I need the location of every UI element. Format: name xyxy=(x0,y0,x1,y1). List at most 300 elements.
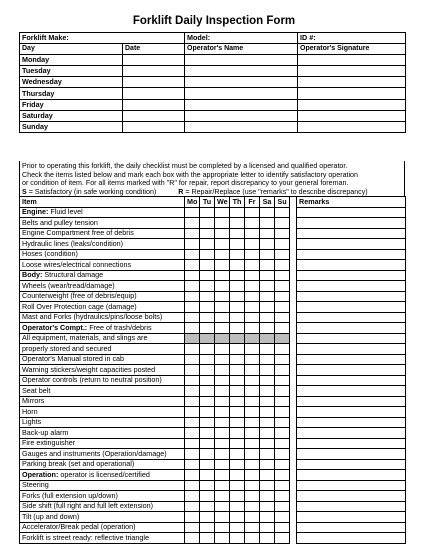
check-box-tu[interactable] xyxy=(200,354,215,365)
operator-name-cell[interactable] xyxy=(185,66,298,77)
check-box-sa[interactable] xyxy=(260,417,275,428)
operator-name-cell[interactable] xyxy=(185,88,298,99)
check-box-mo[interactable] xyxy=(185,533,200,544)
check-box-su[interactable] xyxy=(275,491,290,502)
check-box-fr[interactable] xyxy=(245,407,260,418)
check-box-mo[interactable] xyxy=(185,260,200,271)
checklist-item xyxy=(20,228,185,239)
check-box-fr[interactable] xyxy=(245,344,260,355)
check-box-tu[interactable] xyxy=(200,218,215,229)
remarks-cell[interactable] xyxy=(297,291,406,302)
check-box-mo[interactable] xyxy=(185,407,200,418)
check-box-tu[interactable] xyxy=(200,512,215,523)
check-box-we[interactable] xyxy=(215,449,230,460)
checklist-row xyxy=(20,501,406,512)
check-box-tu[interactable] xyxy=(200,501,215,512)
check-box-su[interactable] xyxy=(275,218,290,229)
check-box-su[interactable] xyxy=(275,207,290,218)
check-box-fr[interactable] xyxy=(245,491,260,502)
checklist-item xyxy=(20,459,185,470)
check-box-th[interactable] xyxy=(230,354,245,365)
check-box-fr[interactable] xyxy=(245,354,260,365)
check-box-fr[interactable] xyxy=(245,417,260,428)
remarks-cell[interactable] xyxy=(297,375,406,386)
check-box-tu[interactable] xyxy=(200,428,215,439)
column-gap xyxy=(290,249,297,260)
check-box-th[interactable] xyxy=(230,522,245,533)
check-box-sa[interactable] xyxy=(260,438,275,449)
operator-signature-header: Operator's Signature xyxy=(298,44,406,55)
check-box-we[interactable] xyxy=(215,302,230,313)
check-box-su[interactable] xyxy=(275,302,290,313)
check-box-mo[interactable] xyxy=(185,375,200,386)
check-box-su[interactable] xyxy=(275,239,290,250)
remarks-cell[interactable] xyxy=(297,249,406,260)
remarks-cell[interactable] xyxy=(297,396,406,407)
check-box-th[interactable] xyxy=(230,270,245,281)
check-box-th[interactable] xyxy=(230,512,245,523)
check-box-tu[interactable] xyxy=(200,522,215,533)
check-box-fr[interactable] xyxy=(245,291,260,302)
check-box-mo[interactable] xyxy=(185,428,200,439)
section-heading: Body: xyxy=(22,270,43,280)
check-box-we[interactable] xyxy=(215,239,230,250)
check-box-tu[interactable] xyxy=(200,270,215,281)
date-cell[interactable] xyxy=(123,88,185,99)
check-box-we[interactable] xyxy=(215,375,230,386)
check-box-tu[interactable] xyxy=(200,239,215,250)
check-box-we[interactable] xyxy=(215,522,230,533)
check-box-we[interactable] xyxy=(215,270,230,281)
check-box-th[interactable] xyxy=(230,470,245,481)
check-box-fr[interactable] xyxy=(245,533,260,544)
checklist-item xyxy=(20,501,185,512)
check-box-we[interactable] xyxy=(215,407,230,418)
check-box-sa[interactable] xyxy=(260,302,275,313)
form-title: Forklift Daily Inspection Form xyxy=(132,15,296,27)
check-box-th[interactable] xyxy=(230,428,245,439)
operator-name-cell[interactable] xyxy=(185,55,298,66)
remarks-cell[interactable] xyxy=(297,270,406,281)
operator-name-cell[interactable] xyxy=(185,110,298,121)
check-box-th[interactable] xyxy=(230,459,245,470)
check-box-fr[interactable] xyxy=(245,312,260,323)
check-box-we[interactable] xyxy=(215,501,230,512)
check-box-fr[interactable] xyxy=(245,239,260,250)
check-box-th[interactable] xyxy=(230,533,245,544)
check-box-th[interactable] xyxy=(230,228,245,239)
check-box-su[interactable] xyxy=(275,512,290,523)
check-box-we[interactable] xyxy=(215,249,230,260)
check-box-mo[interactable] xyxy=(185,281,200,292)
check-box-mo[interactable] xyxy=(185,417,200,428)
check-box-fr[interactable] xyxy=(245,459,260,470)
check-box-mo[interactable] xyxy=(185,312,200,323)
check-box-mo[interactable] xyxy=(185,470,200,481)
check-box-mo[interactable] xyxy=(185,228,200,239)
check-box-sa[interactable] xyxy=(260,312,275,323)
check-box-we[interactable] xyxy=(215,344,230,355)
check-box-sa[interactable] xyxy=(260,533,275,544)
check-box-we[interactable] xyxy=(215,354,230,365)
operator-signature-cell[interactable] xyxy=(298,99,406,110)
remarks-cell[interactable] xyxy=(297,333,406,344)
check-box-we[interactable] xyxy=(215,480,230,491)
check-box-su[interactable] xyxy=(275,323,290,334)
checklist-row xyxy=(20,428,406,439)
remarks-cell[interactable] xyxy=(297,491,406,502)
check-box-su[interactable] xyxy=(275,365,290,376)
check-box-tu[interactable] xyxy=(200,438,215,449)
operator-name-cell[interactable] xyxy=(185,77,298,88)
check-box-we[interactable] xyxy=(215,291,230,302)
check-box-th[interactable] xyxy=(230,501,245,512)
check-box-su[interactable] xyxy=(275,228,290,239)
remarks-cell[interactable] xyxy=(297,207,406,218)
check-box-mo[interactable] xyxy=(185,480,200,491)
check-box-mo[interactable] xyxy=(185,449,200,460)
check-box-mo[interactable] xyxy=(185,323,200,334)
check-box-mo[interactable] xyxy=(185,501,200,512)
check-box-su[interactable] xyxy=(275,470,290,481)
check-box-mo[interactable] xyxy=(185,365,200,376)
check-box-mo[interactable] xyxy=(185,459,200,470)
checklist-row xyxy=(20,533,406,544)
check-box-we[interactable] xyxy=(215,312,230,323)
check-box-we[interactable] xyxy=(215,281,230,292)
check-box-we[interactable] xyxy=(215,417,230,428)
check-box-tu[interactable] xyxy=(200,375,215,386)
date-cell[interactable] xyxy=(123,77,185,88)
check-box-th[interactable] xyxy=(230,207,245,218)
remarks-cell[interactable] xyxy=(297,281,406,292)
check-box-sa[interactable] xyxy=(260,218,275,229)
check-box-tu[interactable] xyxy=(200,386,215,397)
check-box-sa[interactable] xyxy=(260,449,275,460)
remarks-cell[interactable] xyxy=(297,218,406,229)
check-box-sa[interactable] xyxy=(260,344,275,355)
check-box-th[interactable] xyxy=(230,449,245,460)
remarks-cell[interactable] xyxy=(297,428,406,439)
check-box-su[interactable] xyxy=(275,459,290,470)
date-cell[interactable] xyxy=(123,66,185,77)
check-box-th[interactable] xyxy=(230,302,245,313)
check-box-tu[interactable] xyxy=(200,323,215,334)
date-cell[interactable] xyxy=(123,55,185,66)
check-box-tu[interactable] xyxy=(200,291,215,302)
checklist-item xyxy=(20,386,185,397)
check-box-su[interactable] xyxy=(275,428,290,439)
check-box-we[interactable] xyxy=(215,207,230,218)
check-box-fr[interactable] xyxy=(245,512,260,523)
check-box-sa[interactable] xyxy=(260,512,275,523)
remarks-cell[interactable] xyxy=(297,407,406,418)
day-row xyxy=(20,99,406,110)
instructions-line-2: Check the items listed below and mark each box with the appropriate letter to identify satisfactory operation xyxy=(22,170,358,179)
operator-name-cell[interactable] xyxy=(185,121,298,132)
operator-name-cell[interactable] xyxy=(185,99,298,110)
remarks-cell[interactable] xyxy=(297,344,406,355)
day-row xyxy=(20,121,406,132)
check-box-tu[interactable] xyxy=(200,344,215,355)
column-gap xyxy=(290,522,297,533)
check-box-tu[interactable] xyxy=(200,228,215,239)
item-text: Forks (full extension up/down) xyxy=(22,490,118,500)
operator-signature-cell[interactable] xyxy=(298,88,406,99)
check-box-sa[interactable] xyxy=(260,354,275,365)
operator-signature-cell[interactable] xyxy=(298,121,406,132)
check-box-sa[interactable] xyxy=(260,459,275,470)
check-box-we[interactable] xyxy=(215,438,230,449)
check-box-tu[interactable] xyxy=(200,470,215,481)
check-box-we[interactable] xyxy=(215,386,230,397)
check-box-sa[interactable] xyxy=(260,480,275,491)
check-box-mo[interactable] xyxy=(185,291,200,302)
remarks-cell[interactable] xyxy=(297,323,406,334)
check-box-we[interactable] xyxy=(215,459,230,470)
operator-signature-cell[interactable] xyxy=(298,77,406,88)
check-box-su[interactable] xyxy=(275,281,290,292)
check-box-mo[interactable] xyxy=(185,438,200,449)
check-box-mo[interactable] xyxy=(185,522,200,533)
check-box-we[interactable] xyxy=(215,323,230,334)
check-box-th[interactable] xyxy=(230,396,245,407)
remarks-cell[interactable] xyxy=(297,480,406,491)
date-cell[interactable] xyxy=(123,99,185,110)
check-box-fr[interactable] xyxy=(245,428,260,439)
check-box-th[interactable] xyxy=(230,365,245,376)
column-gap xyxy=(290,512,297,523)
check-box-fr[interactable] xyxy=(245,375,260,386)
check-box-tu[interactable] xyxy=(200,491,215,502)
check-box-sa[interactable] xyxy=(260,270,275,281)
check-box-mo[interactable] xyxy=(185,207,200,218)
check-box-th[interactable] xyxy=(230,491,245,502)
id-field[interactable] xyxy=(298,33,406,44)
check-box-fr[interactable] xyxy=(245,480,260,491)
check-box-fr[interactable] xyxy=(245,323,260,334)
check-box-su[interactable] xyxy=(275,249,290,260)
check-box-we[interactable] xyxy=(215,512,230,523)
date-cell[interactable] xyxy=(123,110,185,121)
remarks-cell[interactable] xyxy=(297,260,406,271)
check-box-we[interactable] xyxy=(215,533,230,544)
remarks-cell[interactable] xyxy=(297,228,406,239)
check-box-fr[interactable] xyxy=(245,302,260,313)
check-box-mo[interactable] xyxy=(185,270,200,281)
remarks-cell[interactable] xyxy=(297,501,406,512)
remarks-cell[interactable] xyxy=(297,438,406,449)
check-box-fr[interactable] xyxy=(245,260,260,271)
operator-signature-cell[interactable] xyxy=(298,66,406,77)
remarks-cell[interactable] xyxy=(297,512,406,523)
check-box-sa[interactable] xyxy=(260,365,275,376)
checklist-item xyxy=(20,207,185,218)
check-box-sa[interactable] xyxy=(260,491,275,502)
check-box-fr[interactable] xyxy=(245,386,260,397)
check-box-sa[interactable] xyxy=(260,375,275,386)
check-box-su[interactable] xyxy=(275,417,290,428)
item-text: properly stored and secured xyxy=(22,343,112,353)
check-box-th[interactable] xyxy=(230,281,245,292)
id-label: ID #: xyxy=(300,33,316,43)
check-box-fr[interactable] xyxy=(245,438,260,449)
check-box-su[interactable] xyxy=(275,270,290,281)
remarks-cell[interactable] xyxy=(297,459,406,470)
check-box-fr[interactable] xyxy=(245,218,260,229)
check-box-su[interactable] xyxy=(275,501,290,512)
check-box-su[interactable] xyxy=(275,407,290,418)
check-box-tu[interactable] xyxy=(200,480,215,491)
check-box-sa[interactable] xyxy=(260,228,275,239)
check-box-mo[interactable] xyxy=(185,512,200,523)
check-box-mo[interactable] xyxy=(185,396,200,407)
check-box-we[interactable] xyxy=(215,470,230,481)
check-box-th[interactable] xyxy=(230,291,245,302)
check-box-mo[interactable] xyxy=(185,249,200,260)
check-box-sa[interactable] xyxy=(260,428,275,439)
check-box-mo[interactable] xyxy=(185,302,200,313)
check-box-mo[interactable] xyxy=(185,344,200,355)
check-box-tu[interactable] xyxy=(200,302,215,313)
check-box-fr[interactable] xyxy=(245,501,260,512)
remarks-cell[interactable] xyxy=(297,386,406,397)
check-box-sa[interactable] xyxy=(260,522,275,533)
check-box-sa[interactable] xyxy=(260,291,275,302)
check-box-fr[interactable] xyxy=(245,449,260,460)
check-box-we[interactable] xyxy=(215,365,230,376)
check-box-su[interactable] xyxy=(275,533,290,544)
check-box-tu[interactable] xyxy=(200,449,215,460)
check-box-th[interactable] xyxy=(230,260,245,271)
check-box-fr[interactable] xyxy=(245,522,260,533)
item-text: Side shift (full right and full left extension) xyxy=(22,501,154,511)
operator-signature-cell[interactable] xyxy=(298,110,406,121)
check-box-tu[interactable] xyxy=(200,396,215,407)
day-header-mo: Mo xyxy=(185,197,200,208)
check-box-mo[interactable] xyxy=(185,386,200,397)
check-box-sa[interactable] xyxy=(260,386,275,397)
check-box-mo[interactable] xyxy=(185,491,200,502)
check-box-th[interactable] xyxy=(230,438,245,449)
check-box-we[interactable] xyxy=(215,396,230,407)
check-box-sa[interactable] xyxy=(260,239,275,250)
check-box-tu[interactable] xyxy=(200,459,215,470)
remarks-cell[interactable] xyxy=(297,417,406,428)
check-box-tu[interactable] xyxy=(200,533,215,544)
check-box-fr[interactable] xyxy=(245,228,260,239)
check-box-th[interactable] xyxy=(230,407,245,418)
check-box-sa[interactable] xyxy=(260,396,275,407)
check-box-su[interactable] xyxy=(275,260,290,271)
check-box-tu[interactable] xyxy=(200,417,215,428)
check-box-th[interactable] xyxy=(230,249,245,260)
check-box-fr[interactable] xyxy=(245,207,260,218)
check-box-su[interactable] xyxy=(275,449,290,460)
check-box-tu[interactable] xyxy=(200,281,215,292)
check-box-mo[interactable] xyxy=(185,239,200,250)
remarks-cell[interactable] xyxy=(297,470,406,481)
check-box-tu[interactable] xyxy=(200,312,215,323)
check-box-th[interactable] xyxy=(230,480,245,491)
check-box-fr[interactable] xyxy=(245,270,260,281)
check-box-th[interactable] xyxy=(230,239,245,250)
check-box-tu[interactable] xyxy=(200,260,215,271)
remarks-cell[interactable] xyxy=(297,365,406,376)
check-box-th[interactable] xyxy=(230,312,245,323)
date-cell[interactable] xyxy=(123,121,185,132)
check-box-mo[interactable] xyxy=(185,354,200,365)
remarks-cell[interactable] xyxy=(297,312,406,323)
check-box-we[interactable] xyxy=(215,260,230,271)
check-box-su[interactable] xyxy=(275,522,290,533)
forklift-make-field[interactable] xyxy=(20,33,185,44)
checklist-row xyxy=(20,312,406,323)
operator-signature-cell[interactable] xyxy=(298,55,406,66)
check-box-sa[interactable] xyxy=(260,323,275,334)
remarks-cell[interactable] xyxy=(297,533,406,544)
check-box-sa[interactable] xyxy=(260,407,275,418)
check-box-fr[interactable] xyxy=(245,396,260,407)
check-box-tu[interactable] xyxy=(200,207,215,218)
check-box-su[interactable] xyxy=(275,291,290,302)
check-box-th[interactable] xyxy=(230,417,245,428)
check-box-tu[interactable] xyxy=(200,249,215,260)
remarks-cell[interactable] xyxy=(297,522,406,533)
item-text: operator is licensed/certified xyxy=(58,469,150,479)
check-box-th[interactable] xyxy=(230,323,245,334)
model-field[interactable] xyxy=(185,33,298,44)
check-box-sa[interactable] xyxy=(260,281,275,292)
remarks-cell[interactable] xyxy=(297,354,406,365)
check-box-su[interactable] xyxy=(275,344,290,355)
check-box-su[interactable] xyxy=(275,375,290,386)
check-box-th[interactable] xyxy=(230,386,245,397)
check-box-su[interactable] xyxy=(275,438,290,449)
remarks-cell[interactable] xyxy=(297,449,406,460)
check-box-tu[interactable] xyxy=(200,365,215,376)
check-box-fr[interactable] xyxy=(245,281,260,292)
column-gap xyxy=(290,438,297,449)
check-box-mo[interactable] xyxy=(185,218,200,229)
check-box-sa[interactable] xyxy=(260,249,275,260)
check-box-sa[interactable] xyxy=(260,470,275,481)
check-box-sa[interactable] xyxy=(260,501,275,512)
check-box-sa[interactable] xyxy=(260,207,275,218)
check-box-we[interactable] xyxy=(215,218,230,229)
check-box-sa[interactable] xyxy=(260,260,275,271)
check-box-fr[interactable] xyxy=(245,470,260,481)
remarks-cell[interactable] xyxy=(297,239,406,250)
check-box-we[interactable] xyxy=(215,428,230,439)
checklist-item xyxy=(20,533,185,544)
check-box-su[interactable] xyxy=(275,354,290,365)
check-box-th[interactable] xyxy=(230,218,245,229)
check-box-fr[interactable] xyxy=(245,249,260,260)
check-box-su[interactable] xyxy=(275,396,290,407)
check-box-fr[interactable] xyxy=(245,365,260,376)
day-row xyxy=(20,77,406,88)
check-box-su[interactable] xyxy=(275,312,290,323)
check-box-th[interactable] xyxy=(230,375,245,386)
check-box-th[interactable] xyxy=(230,344,245,355)
check-box-we[interactable] xyxy=(215,228,230,239)
check-box-su[interactable] xyxy=(275,386,290,397)
check-box-su[interactable] xyxy=(275,480,290,491)
remarks-cell[interactable] xyxy=(297,302,406,313)
check-box-tu[interactable] xyxy=(200,407,215,418)
check-box-we[interactable] xyxy=(215,491,230,502)
